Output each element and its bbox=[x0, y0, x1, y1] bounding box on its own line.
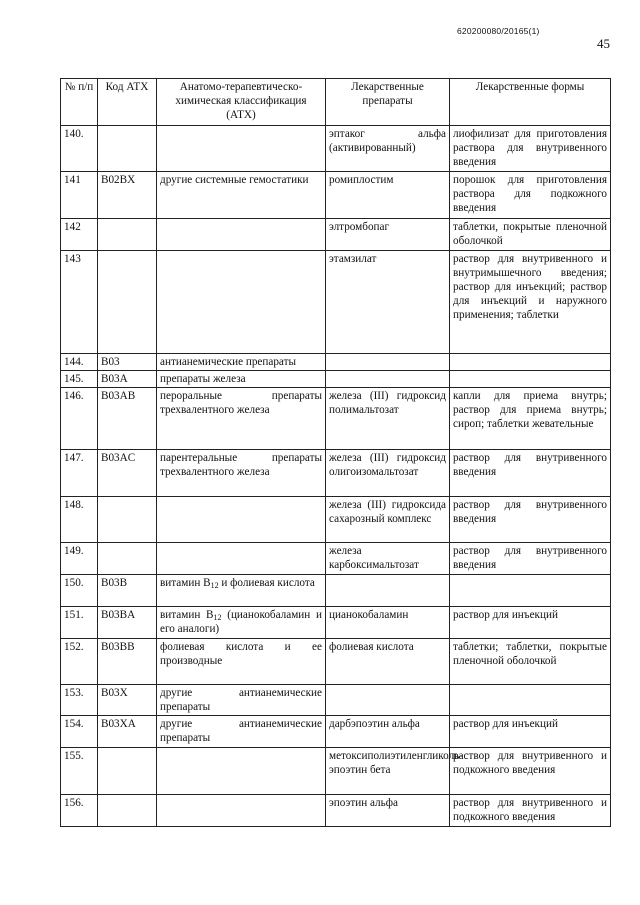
row-forms: таблетки, покрытые пленочной оболочкой bbox=[450, 219, 611, 251]
row-num: 141 bbox=[61, 172, 98, 219]
row-num: 150. bbox=[61, 575, 98, 607]
table-row bbox=[61, 575, 611, 607]
row-atc bbox=[157, 219, 326, 251]
row-forms bbox=[450, 354, 611, 371]
table-row bbox=[61, 639, 611, 685]
row-code bbox=[98, 795, 157, 827]
header-code: Код АТХ bbox=[98, 79, 157, 126]
table-row bbox=[61, 748, 611, 795]
row-code: B03BA bbox=[98, 607, 157, 639]
header-forms: Лекарственные формы bbox=[450, 79, 611, 126]
row-code: B02BX bbox=[98, 172, 157, 219]
row-drug bbox=[326, 685, 450, 716]
table-header-row bbox=[61, 79, 611, 126]
page-number: 45 bbox=[597, 36, 610, 51]
row-forms bbox=[450, 575, 611, 607]
row-num: 151. bbox=[61, 607, 98, 639]
atc-text-post: (цианокобаламин и его аналоги) bbox=[160, 609, 322, 635]
row-atc: фолиевая кислота и ее производные bbox=[157, 639, 326, 685]
atc-subscript: 12 bbox=[213, 613, 222, 622]
row-atc bbox=[157, 251, 326, 354]
row-code: B03AC bbox=[98, 450, 157, 497]
row-code bbox=[98, 748, 157, 795]
row-forms: раствор для внутривенного и подкожного введения bbox=[450, 795, 611, 827]
row-num: 155. bbox=[61, 748, 98, 795]
header-drugs: Лекарственные препараты bbox=[326, 79, 450, 126]
row-num: 146. bbox=[61, 388, 98, 450]
row-num: 152. bbox=[61, 639, 98, 685]
row-forms: капли для приема внутрь; раствор для приема внутрь; сироп; таблетки жевательные bbox=[450, 388, 611, 450]
table-row bbox=[61, 716, 611, 748]
row-drug: эпоэтин альфа bbox=[326, 795, 450, 827]
row-code: B03X bbox=[98, 685, 157, 716]
row-code: B03XA bbox=[98, 716, 157, 748]
row-forms: раствор для внутривенного введения bbox=[450, 497, 611, 543]
atc-drug-table bbox=[60, 78, 611, 827]
row-drug bbox=[326, 371, 450, 388]
row-num: 156. bbox=[61, 795, 98, 827]
table-row bbox=[61, 497, 611, 543]
row-forms: раствор для внутривенного и внутримышечного введения; раствор для инъекций; раствор для инъекций и наружного применения; таблетки bbox=[450, 251, 611, 354]
row-drug: ромиплостим bbox=[326, 172, 450, 219]
row-forms: раствор для инъекций bbox=[450, 607, 611, 639]
atc-text-post: и фолиевая кислота bbox=[218, 577, 315, 589]
table-row bbox=[61, 388, 611, 450]
table-row bbox=[61, 795, 611, 827]
row-drug: этамзилат bbox=[326, 251, 450, 354]
atc-text-pre: витамин B bbox=[160, 609, 214, 621]
row-code bbox=[98, 251, 157, 354]
row-drug: метоксиполиэтиленгликоль-эпоэтин бета bbox=[326, 748, 450, 795]
row-atc bbox=[157, 497, 326, 543]
row-atc: парентеральные препараты трехвалентного железа bbox=[157, 450, 326, 497]
row-drug bbox=[326, 354, 450, 371]
row-atc: пероральные препараты трехвалентного железа bbox=[157, 388, 326, 450]
row-forms: раствор для внутривенного и подкожного введения bbox=[450, 748, 611, 795]
row-code bbox=[98, 543, 157, 575]
header-atc-class: Анатомо-терапевтическо-химическая классификация (АТХ) bbox=[157, 79, 326, 126]
row-num: 148. bbox=[61, 497, 98, 543]
table-row bbox=[61, 543, 611, 575]
row-drug: эптаког альфа (активированный) bbox=[326, 126, 450, 172]
row-forms: порошок для приготовления раствора для подкожного введения bbox=[450, 172, 611, 219]
atc-subscript: 12 bbox=[210, 581, 219, 590]
row-code bbox=[98, 497, 157, 543]
row-code bbox=[98, 219, 157, 251]
row-num: 153. bbox=[61, 685, 98, 716]
table-row bbox=[61, 685, 611, 716]
table-row bbox=[61, 354, 611, 371]
table-row bbox=[61, 126, 611, 172]
table-row bbox=[61, 251, 611, 354]
row-drug bbox=[326, 575, 450, 607]
row-atc bbox=[157, 543, 326, 575]
row-drug: железа (III) гидроксида сахарозный комплекс bbox=[326, 497, 450, 543]
row-atc: препараты железа bbox=[157, 371, 326, 388]
row-drug: фолиевая кислота bbox=[326, 639, 450, 685]
row-atc bbox=[157, 607, 326, 639]
row-code: B03B bbox=[98, 575, 157, 607]
table-row bbox=[61, 450, 611, 497]
row-atc: другие антианемические препараты bbox=[157, 685, 326, 716]
header-num: № п/п bbox=[61, 79, 98, 126]
row-code: B03AB bbox=[98, 388, 157, 450]
row-num: 154. bbox=[61, 716, 98, 748]
row-num: 145. bbox=[61, 371, 98, 388]
row-num: 147. bbox=[61, 450, 98, 497]
row-num: 142 bbox=[61, 219, 98, 251]
row-atc: другие системные гемостатики bbox=[157, 172, 326, 219]
row-forms: раствор для инъекций bbox=[450, 716, 611, 748]
row-code: B03 bbox=[98, 354, 157, 371]
table-row bbox=[61, 371, 611, 388]
row-drug: железа карбоксимальтозат bbox=[326, 543, 450, 575]
row-drug: элтромбопаг bbox=[326, 219, 450, 251]
row-drug: железа (III) гидроксид полимальтозат bbox=[326, 388, 450, 450]
row-drug: железа (III) гидроксид олигоизомальтозат bbox=[326, 450, 450, 497]
row-forms bbox=[450, 685, 611, 716]
row-forms: лиофилизат для приготовления раствора для внутривенного введения bbox=[450, 126, 611, 172]
row-code bbox=[98, 126, 157, 172]
document-id: 620200080/20165(1) bbox=[457, 26, 540, 36]
row-num: 149. bbox=[61, 543, 98, 575]
atc-text-pre: витамин B bbox=[160, 577, 211, 589]
row-drug: цианокобаламин bbox=[326, 607, 450, 639]
row-forms bbox=[450, 371, 611, 388]
row-forms: раствор для внутривенного введения bbox=[450, 543, 611, 575]
row-code: B03A bbox=[98, 371, 157, 388]
row-num: 140. bbox=[61, 126, 98, 172]
row-forms: раствор для внутривенного введения bbox=[450, 450, 611, 497]
row-atc: другие антианемические препараты bbox=[157, 716, 326, 748]
table-row bbox=[61, 607, 611, 639]
row-atc: антианемические препараты bbox=[157, 354, 326, 371]
row-num: 144. bbox=[61, 354, 98, 371]
row-atc bbox=[157, 795, 326, 827]
table-row bbox=[61, 172, 611, 219]
row-atc bbox=[157, 575, 326, 607]
row-drug: дарбэпоэтин альфа bbox=[326, 716, 450, 748]
row-atc bbox=[157, 748, 326, 795]
row-num: 143 bbox=[61, 251, 98, 354]
table-row bbox=[61, 219, 611, 251]
row-atc bbox=[157, 126, 326, 172]
row-code: B03BB bbox=[98, 639, 157, 685]
row-forms: таблетки; таблетки, покрытые пленочной оболочкой bbox=[450, 639, 611, 685]
